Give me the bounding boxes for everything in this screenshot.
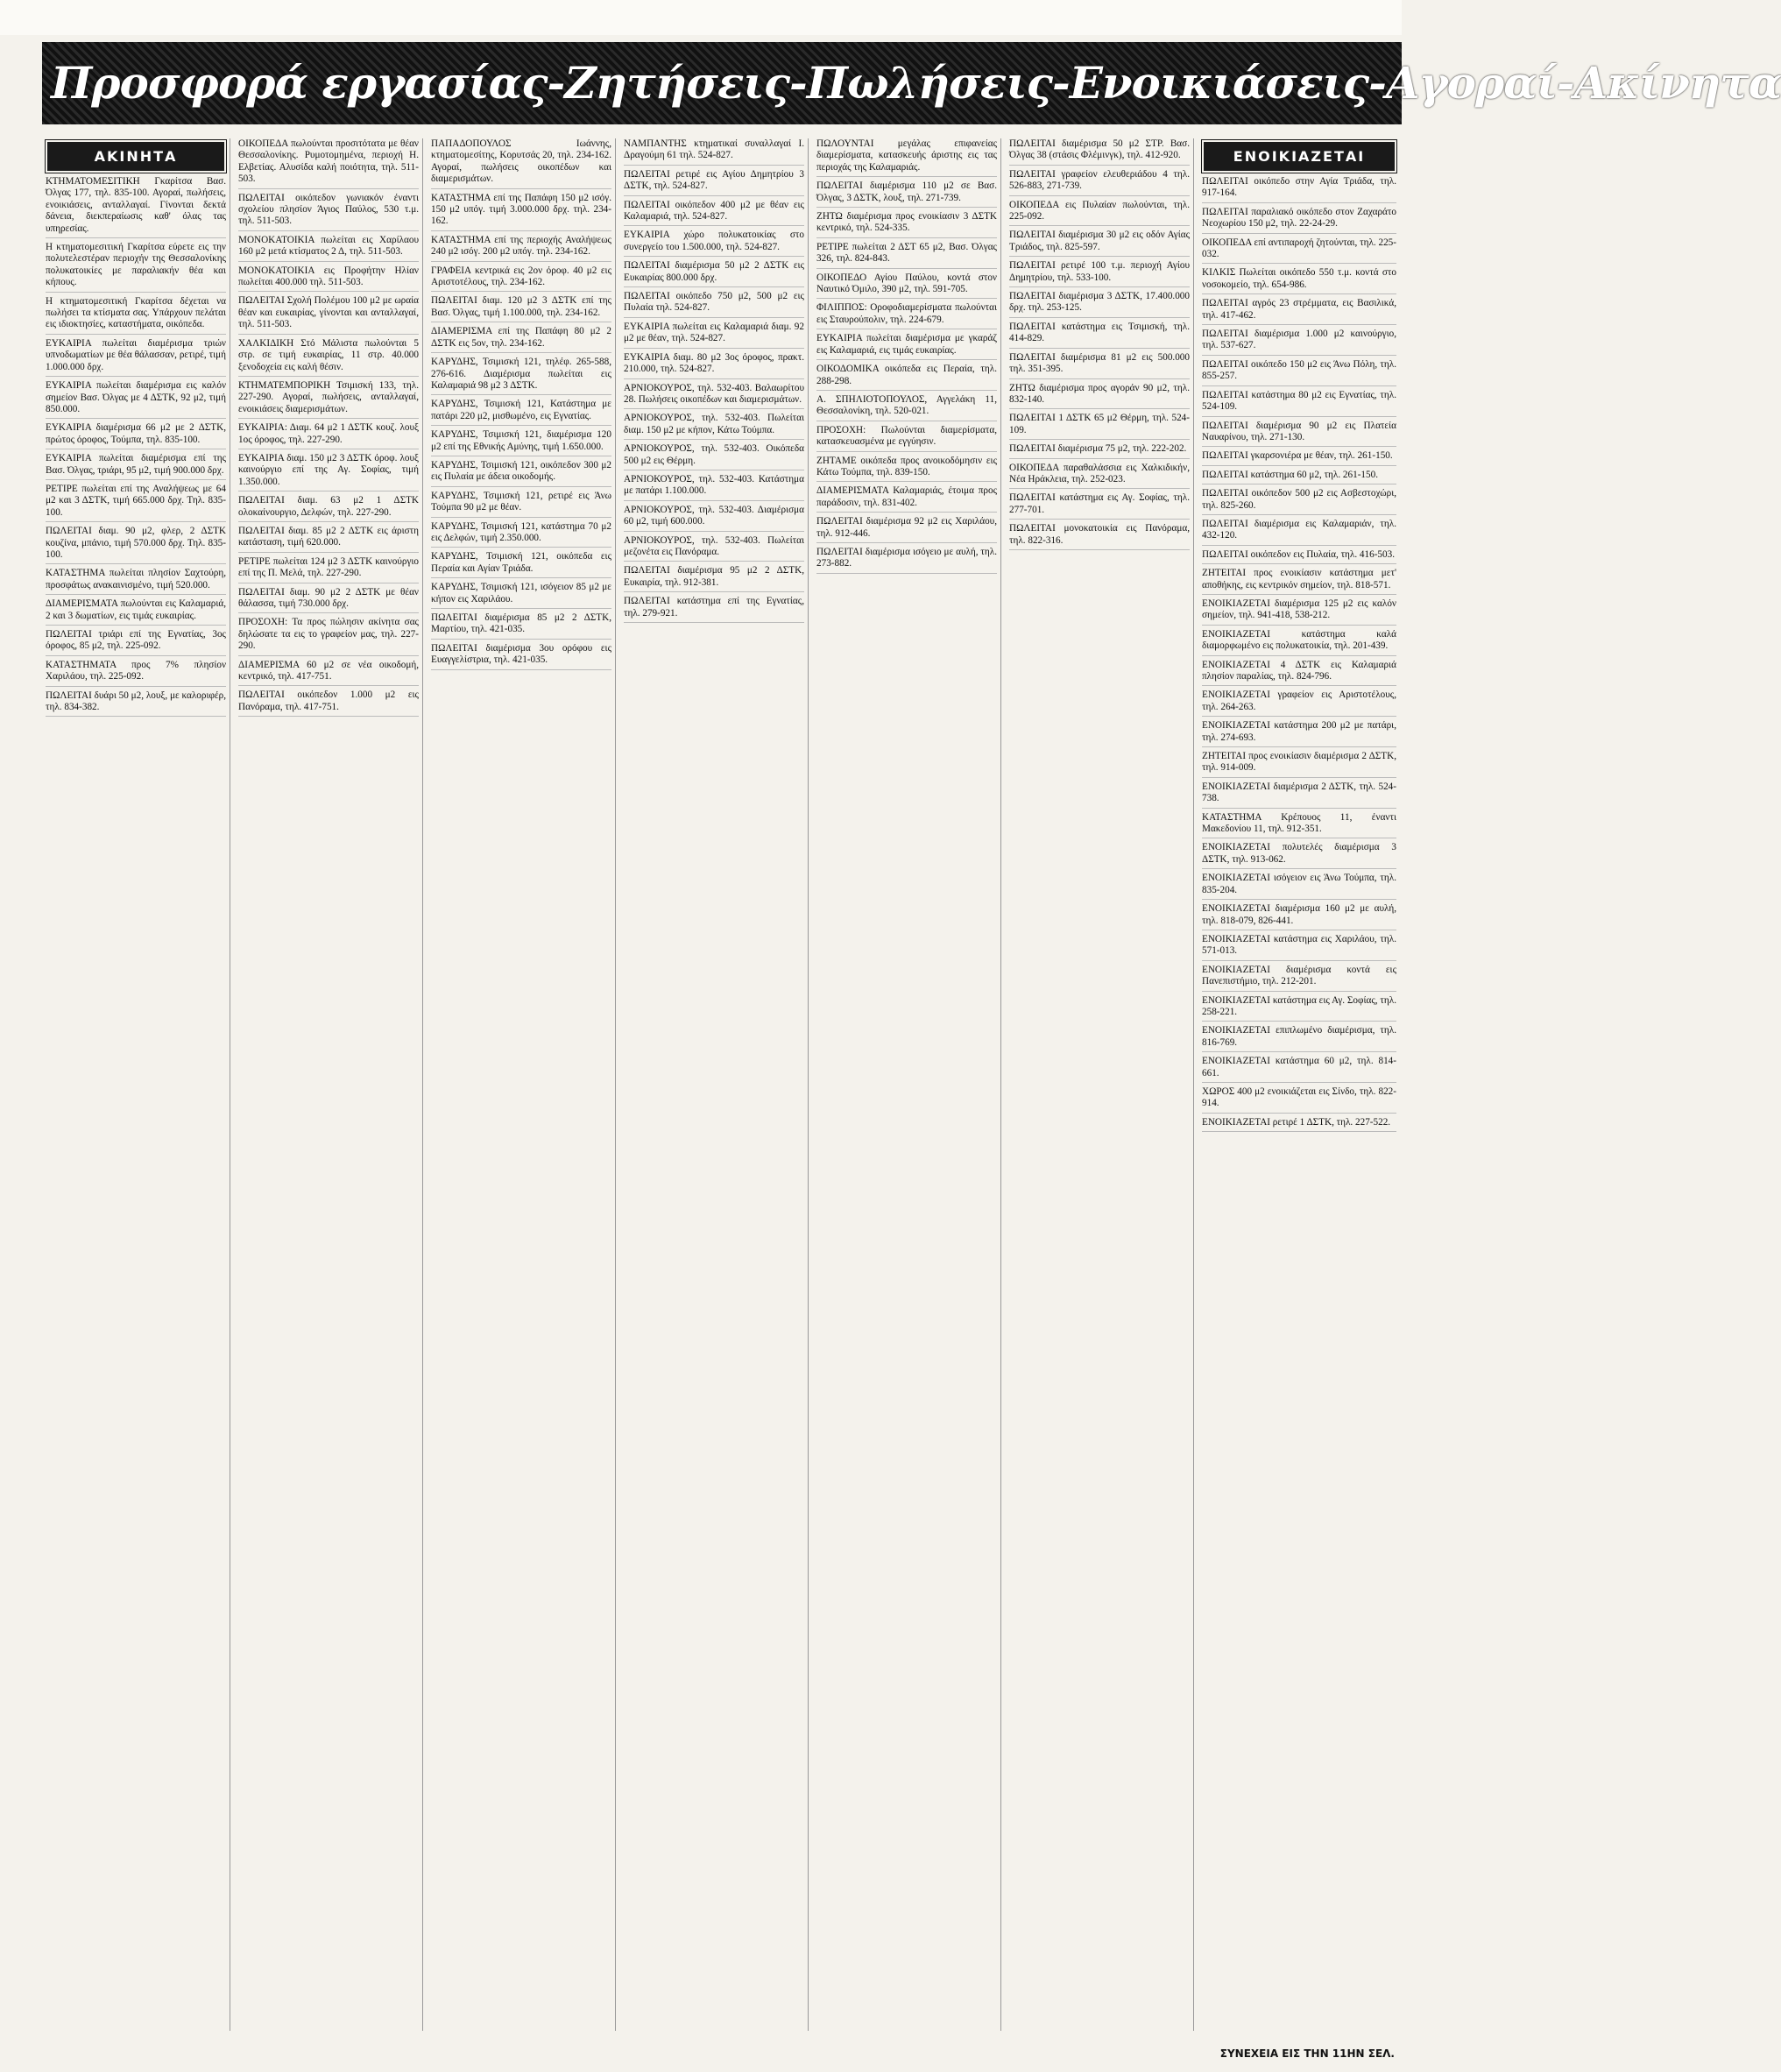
classified-ad: ΑΡΝΙΟΚΟΥΡΟΣ, τηλ. 532-403. Κατάστημα με πατάρι 1.100.000. (624, 474, 804, 501)
classified-ad: ΠΩΛΕΙΤΑΙ διαμέρισμα εις Καλαμαριάν, τηλ. 432-120. (1202, 519, 1396, 546)
classified-ad: ΠΡΟΣΟΧΗ: Τα προς πώλησιν ακίνητα σας δηλώσατε τα εις το γραφείον μας, τηλ. 227-290. (238, 617, 419, 655)
classified-ad: ΠΩΛΕΙΤΑΙ ρετιρέ 100 τ.μ. περιοχή Αγίου Δημητρίου, τηλ. 533-100. (1009, 260, 1190, 287)
classified-ad: ΠΩΛΕΙΤΑΙ διαμ. 120 μ2 3 ΔΣΤΚ επί της Βασ. Όλγας, τιμή 1.100.000, τηλ. 234-162. (431, 295, 611, 322)
classified-ad: ΠΩΛΕΙΤΑΙ διαμέρισμα 81 μ2 εις 500.000 τηλ. 351-395. (1009, 352, 1190, 379)
classified-ad: ΠΩΛΕΙΤΑΙ οικόπεδο στην Αγία Τριάδα, τηλ. 917-164. (1202, 176, 1396, 203)
rental-ad: ΧΩΡΟΣ 400 μ2 ενοικιάζεται εις Σίνδο, τηλ. 822-914. (1202, 1086, 1396, 1114)
classified-ad: ΠΩΛΟΥΝΤΑΙ μεγάλας επιφανείας διαμερίσματα, κατασκευής άριστης εις τας περιοχάς της Καλαμαριάς. (816, 138, 997, 177)
classified-ad: ΟΙΚΟΠΕΔΑ παραθαλάσσια εις Χαλκιδικήν, Νέα Ηράκλεια, τηλ. 252-023. (1009, 463, 1190, 490)
classified-ad: ΠΩΛΕΙΤΑΙ οικόπεδο 150 μ2 εις Άνω Πόλη, τηλ. 855-257. (1202, 359, 1396, 386)
classified-ad: ΠΩΛΕΙΤΑΙ διαμέρισμα 75 μ2, τηλ. 222-202. (1009, 443, 1190, 458)
classified-ad: ΑΡΝΙΟΚΟΥΡΟΣ, τηλ. 532-403. Πωλείται μεζονέτα εις Πανόραμα. (624, 535, 804, 562)
classified-ad: ΠΩΛΕΙΤΑΙ μονοκατοικία εις Πανόραμα, τηλ. 822-316. (1009, 523, 1190, 550)
classified-ad: ΚΑΤΑΣΤΗΜΑ επί της Παπάφη 150 μ2 ισόγ. 150 μ2 υπόγ. τιμή 3.000.000 δρχ. τηλ. 234-162. (431, 193, 611, 231)
classified-ad: ΔΙΑΜΕΡΙΣΜΑ επί της Παπάφη 80 μ2 2 ΔΣΤΚ εις 5ον, τηλ. 234-162. (431, 326, 611, 353)
rental-ad: ΕΝΟΙΚΙΑΖΕΤΑΙ κατάστημα 60 μ2, τηλ. 814-661. (1202, 1056, 1396, 1083)
classifieds-banner (42, 42, 1781, 124)
classified-ad: ΓΡΑΦΕΙΑ κεντρικά εις 2ον όροφ. 40 μ2 εις Αριστοτέλους, τηλ. 234-162. (431, 265, 611, 293)
classified-ad: ΠΩΛΕΙΤΑΙ Σχολή Πολέμου 100 μ2 με ωραία θέαν και ευκαιρίας, γίνονται και ανταλλαγαί, τηλ. 511-503. (238, 295, 419, 334)
classified-ad: ΚΑΡΥΔΗΣ, Τσιμισκή 121, τηλέφ. 265-588, 276-616. Διαμέρισμα πωλείται εις Καλαμαριά 98 μ2 3 ΔΣΤΚ. (431, 357, 611, 395)
classified-ad: ΕΥΚΑΙΡΙΑ: Διαμ. 64 μ2 1 ΔΣΤΚ κουζ. λουξ 1ος όροφος, τηλ. 227-290. (238, 422, 419, 449)
column-1 (42, 138, 230, 2031)
classified-ad: ΟΙΚΟΠΕΔΟ Αγίου Παύλου, κοντά στον Ναυτικό Όμιλο, 390 μ2, τηλ. 591-705. (816, 272, 997, 300)
classified-ad: ΠΩΛΕΙΤΑΙ οικόπεδον 1.000 μ2 εις Πανόραμα, τηλ. 417-751. (238, 689, 419, 717)
classified-ad: ΡΕΤΙΡΕ πωλείται 2 ΔΣΤ 65 μ2, Βασ. Όλγας 326, τηλ. 824-843. (816, 242, 997, 269)
classified-ad: Η κτηματομεσιτική Γκαρίτσα εύρετε εις την πολυτελεστέραν περιοχήν της Θεσσαλονίκης πολυκατοικίες με παραλιακήν θέα και κήπους. (46, 242, 226, 293)
rental-ad: ΕΝΟΙΚΙΑΖΕΤΑΙ κατάστημα εις Χαριλάου, τηλ. 571-013. (1202, 934, 1396, 961)
classified-ad: ΑΡΝΙΟΚΟΥΡΟΣ, τηλ. 532-403. Βαλαωρίτου 28. Πωλήσεις οικοπέδων και διαμερισμάτων. (624, 383, 804, 410)
classified-ad: ΟΙΚΟΔΟΜΙΚΑ οικόπεδα εις Περαία, τηλ. 288-298. (816, 364, 997, 391)
classified-ad: ΠΩΛΕΙΤΑΙ διαμέρισμα 95 μ2 2 ΔΣΤΚ, Ευκαιρία, τηλ. 912-381. (624, 565, 804, 592)
classified-ad: ΕΥΚΑΙΡΙΑ πωλείται εις Καλαμαριά διαμ. 92 μ2 με θέαν, τηλ. 524-827. (624, 322, 804, 349)
rental-ad: ΕΝΟΙΚΙΑΖΕΤΑΙ 4 ΔΣΤΚ εις Καλαμαριά πλησίον παραλίας, τηλ. 824-796. (1202, 660, 1396, 687)
classified-ad: ΜΟΝΟΚΑΤΟΙΚΙΑ εις Προφήτην Ηλίαν πωλείται 400.000 τηλ. 511-503. (238, 265, 419, 293)
classified-ad: ΠΩΛΕΙΤΑΙ παραλιακό οικόπεδο στον Ζαχαράτο Νεοχωρίου 150 μ2, τηλ. 22-24-29. (1202, 207, 1396, 234)
classified-ad: ΠΩΛΕΙΤΑΙ διαμ. 90 μ2, φλερ, 2 ΔΣΤΚ κουζίνα, μπάνιο, τιμή 570.000 δρχ. Τηλ. 835-100. (46, 526, 226, 564)
rental-ad: ΕΝΟΙΚΙΑΖΕΤΑΙ πολυτελές διαμέρισμα 3 ΔΣΤΚ, τηλ. 913-062. (1202, 842, 1396, 869)
classified-ad: ΜΟΝΟΚΑΤΟΙΚΙΑ πωλείται εις Χαρίλαου 160 μ2 μετά κτίσματος 2 Δ, τηλ. 511-503. (238, 235, 419, 262)
classified-ad: ΠΩΛΕΙΤΑΙ κατάστημα εις Τσιμισκή, τηλ. 414-829. (1009, 322, 1190, 349)
classified-ad: ΠΩΛΕΙΤΑΙ διαμέρισμα 3ου ορόφου εις Ευαγγελίστρια, τηλ. 421-035. (431, 643, 611, 670)
classified-ad: ΑΡΝΙΟΚΟΥΡΟΣ, τηλ. 532-403. Πωλείται διαμ. 150 μ2 με κήπον, Κάτω Τούμπα. (624, 413, 804, 440)
classified-ad: ΕΥΚΑΙΡΙΑ πωλείται διαμέρισμα εις καλόν σημείον Βασ. Όλγας με 4 ΔΣΤΚ, 92 μ2, τιμή 850.000. (46, 380, 226, 419)
rental-ad: ΖΗΤΕΙΤΑΙ προς ενοικίασιν κατάστημα μετ' αποθήκης, εις κεντρικόν σημείον, τηλ. 818-571. (1202, 568, 1396, 595)
column-6 (1006, 138, 1194, 2031)
column-7 (1198, 138, 1400, 2031)
rental-ad: ΕΝΟΙΚΙΑΖΕΤΑΙ κατάστημα εις Αγ. Σοφίας, τηλ. 258-221. (1202, 995, 1396, 1022)
classified-ad: ΚΑΤΑΣΤΗΜΑ πωλείται πλησίον Σαχτούρη, προσφάτως ανακαινισμένο, τιμή 520.000. (46, 568, 226, 595)
classified-ad: ΠΩΛΕΙΤΑΙ διαμέρισμα 92 μ2 εις Χαριλάου, τηλ. 912-446. (816, 516, 997, 543)
classified-ad: ΕΥΚΑΙΡΙΑ χώρο πολυκατοικίας στο συνεργείο του 1.500.000, τηλ. 524-827. (624, 230, 804, 257)
classified-ad: ΠΑΠΑΔΟΠΟΥΛΟΣ Ιωάννης, κτηματομεσίτης, Κορυτσάς 20, τηλ. 234-162. Αγοραί, πωλήσεις οικοπέδων και διαμερισμάτων. (431, 138, 611, 189)
classified-ad: ΚΑΤΑΣΤΗΜΑ επί της περιοχής Αναλήψεως 240 μ2 ισόγ. 200 μ2 υπόγ. τηλ. 234-162. (431, 235, 611, 262)
classified-ad: ΚΑΤΑΣΤΗΜΑΤΑ προς 7% πλησίον Χαριλάου, τηλ. 225-092. (46, 660, 226, 687)
classified-ad: ΠΩΛΕΙΤΑΙ διαμέρισμα ισόγειο με αυλή, τηλ. 273-882. (816, 547, 997, 574)
classified-ad: ΠΡΟΣΟΧΗ: Πωλούνται διαμερίσματα, κατασκευασμένα με εγγύησιν. (816, 425, 997, 452)
classified-ad: ΠΩΛΕΙΤΑΙ δυάρι 50 μ2, λουξ, με καλοριφέρ, τηλ. 834-382. (46, 690, 226, 718)
classified-ad: ΕΥΚΑΙΡΙΑ πωλείται διαμέρισμα με γκαράζ εις Καλαμαριά, εις τιμάς ευκαιρίας. (816, 333, 997, 360)
section-header-akinita: ΑΚΙΝΗΤΑ (47, 142, 224, 171)
classified-ad: ΡΕΤΙΡΕ πωλείται 124 μ2 3 ΔΣΤΚ καινούργιο επί της Π. Μελά, τηλ. 227-290. (238, 556, 419, 583)
rental-ad: ΖΗΤΕΙΤΑΙ προς ενοικίασιν διαμέρισμα 2 ΔΣΤΚ, τηλ. 914-009. (1202, 751, 1396, 778)
rental-ad: ΕΝΟΙΚΙΑΖΕΤΑΙ διαμέρισμα 160 μ2 με αυλή, τηλ. 818-079, 826-441. (1202, 903, 1396, 930)
classified-ad: ΖΗΤΩ διαμέρισμα προς αγοράν 90 μ2, τηλ. 832-140. (1009, 383, 1190, 410)
rental-ad: ΕΝΟΙΚΙΑΖΕΤΑΙ ρετιρέ 1 ΔΣΤΚ, τηλ. 227-522. (1202, 1117, 1396, 1132)
classified-ad: ΠΩΛΕΙΤΑΙ κατάστημα εις Αγ. Σοφίας, τηλ. 277-701. (1009, 492, 1190, 520)
classified-ad: ΠΩΛΕΙΤΑΙ γραφείον ελευθεριάδου 4 τηλ. 526-883, 271-739. (1009, 169, 1190, 196)
rental-ad: ΕΝΟΙΚΙΑΖΕΤΑΙ γραφείον εις Αριστοτέλους, τηλ. 264-263. (1202, 689, 1396, 717)
rental-ad: ΕΝΟΙΚΙΑΖΕΤΑΙ διαμέρισμα 2 ΔΣΤΚ, τηλ. 524-738. (1202, 781, 1396, 809)
classified-ad: ΕΥΚΑΙΡΙΑ διαμέρισμα 66 μ2 με 2 ΔΣΤΚ, πρώτος όροφος, Τούμπα, τηλ. 835-100. (46, 422, 226, 449)
classified-ad: ΖΗΤΩ διαμέρισμα προς ενοικίασιν 3 ΔΣΤΚ κεντρικό, τηλ. 524-335. (816, 211, 997, 238)
classified-ad: Α. ΣΠΗΛΙΟΤΟΠΟΥΛΟΣ, Αγγελάκη 11, Θεσσαλονίκη, τηλ. 520-021. (816, 394, 997, 421)
classified-ad: ΚΤΗΜΑΤΕΜΠΟΡΙΚΗ Τσιμισκή 133, τηλ. 227-290. Αγοραί, πωλήσεις, ανταλλαγαί, ενοικιάσεις διαμερισμάτων. (238, 380, 419, 419)
rental-ad: ΕΝΟΙΚΙΑΖΕΤΑΙ κατάστημα καλά διαμορφωμένο εις πολυκατοικία, τηλ. 201-439. (1202, 629, 1396, 656)
classified-ad: ΕΥΚΑΙΡΙΑ διαμ. 150 μ2 3 ΔΣΤΚ όροφ. λουξ καινούργιο επί της Αγ. Σοφίας, τιμή 1.350.000. (238, 453, 419, 491)
classified-ad: ΠΩΛΕΙΤΑΙ διαμ. 90 μ2 2 ΔΣΤΚ με θέαν θάλασσα, τιμή 730.000 δρχ. (238, 587, 419, 614)
rental-ad: ΚΑΤΑΣΤΗΜΑ Κρέπουος 11, έναντι Μακεδονίου 11, τηλ. 912-351. (1202, 812, 1396, 839)
classified-ad: ΦΙΛΙΠΠΟΣ: Οροφοδιαμερίσματα πωλούνται εις Σταυρούπολιν, τηλ. 224-679. (816, 302, 997, 329)
classified-ad: ΠΩΛΕΙΤΑΙ κατάστημα επί της Εγνατίας, τηλ. 279-921. (624, 596, 804, 623)
classified-ad: ΠΩΛΕΙΤΑΙ διαμέρισμα 85 μ2 2 ΔΣΤΚ, Μαρτίου, τηλ. 421-035. (431, 612, 611, 640)
classified-ad: ΠΩΛΕΙΤΑΙ διαμέρισμα 30 μ2 εις οδόν Αγίας Τριάδος, τηλ. 825-597. (1009, 230, 1190, 257)
column-2 (235, 138, 423, 2031)
classified-ad: ΕΥΚΑΙΡΙΑ πωλείται διαμέρισμα τριών υπνοδωματίων με θέα θάλασσαν, ρετιρέ, τιμή 1.000.000 δρχ. (46, 338, 226, 377)
rental-ad: ΕΝΟΙΚΙΑΖΕΤΑΙ κατάστημα 200 μ2 με πατάρι, τηλ. 274-693. (1202, 720, 1396, 747)
classified-ad: ΚΑΡΥΔΗΣ, Τσιμισκή 121, οικόπεδον 300 μ2 εις Πυλαία με άδεια οικοδομής. (431, 460, 611, 487)
classified-ad: ΠΩΛΕΙΤΑΙ οικόπεδο 750 μ2, 500 μ2 εις Πυλαία τηλ. 524-827. (624, 291, 804, 318)
banner-title: Προσφορά εργασίας-Ζητήσεις-Πωλήσεις-Ενοικιάσεις-Αγοραί-Ακίνητα (51, 57, 1781, 109)
classified-ad: ΠΩΛΕΙΤΑΙ κατάστημα 60 μ2, τηλ. 261-150. (1202, 470, 1396, 484)
classified-ad: ΑΡΝΙΟΚΟΥΡΟΣ, τηλ. 532-403. Οικόπεδα 500 μ2 εις Θέρμη. (624, 443, 804, 470)
classified-ad: ΠΩΛΕΙΤΑΙ γκαρσονιέρα με θέαν, τηλ. 261-150. (1202, 450, 1396, 465)
classified-ad: ΟΙΚΟΠΕΔΑ εις Πυλαίαν πωλούνται, τηλ. 225-092. (1009, 200, 1190, 227)
top-margin (0, 0, 1402, 35)
classified-ad: ΟΙΚΟΠΕΔΑ πωλούνται προσιτότατα με θέαν Θεσσαλονίκης. Ρυμοτομημένα, περιοχή Η. Ελβετίας. Αλυσίδα καλή ποιότητα, τηλ. 511-503. (238, 138, 419, 189)
classified-ad: ΕΥΚΑΙΡΙΑ διαμ. 80 μ2 3ος όροφος, πρακτ. 210.000, τηλ. 524-827. (624, 352, 804, 379)
classified-ad: ΚΙΛΚΙΣ Πωλείται οικόπεδο 550 τ.μ. κοντά στο νοσοκομείο, τηλ. 654-986. (1202, 267, 1396, 294)
classified-ad: ΧΑΛΚΙΔΙΚΗ Στό Μάλιστα πωλούνται 5 στρ. σε τιμή ευκαιρίας, 11 στρ. 40.000 ξενοδοχεία εις καλή θέσιν. (238, 338, 419, 377)
classified-ad: Η κτηματομεσιτική Γκαρίτσα δέχεται να πωλήσει τα κτίσματα σας. Υπάρχουν πελάται εις ιδιοκτησίες, καταστήματα, οικόπεδα. (46, 296, 226, 335)
classified-ad: ΠΩΛΕΙΤΑΙ διαμέρισμα 50 μ2 ΣΤΡ. Βασ. Όλγας 38 (στάσις Φλέμινγκ), τηλ. 412-920. (1009, 138, 1190, 166)
classified-ad: ΡΕΤΙΡΕ πωλείται επί της Αναλήψεως με 64 μ2 και 3 ΔΣΤΚ, τιμή 665.000 δρχ. Τηλ. 835-100. (46, 484, 226, 522)
classified-ad: ΠΩΛΕΙΤΑΙ οικόπεδον εις Πυλαία, τηλ. 416-503. (1202, 549, 1396, 564)
classified-ad: ΚΤΗΜΑΤΟΜΕΣΙΤΙΚΗ Γκαρίτσα Βασ. Όλγας 177, τηλ. 835-100. Αγοραί, πωλήσεις, ενοικιάσεις, ανταλλαγαί. Γίνονται δεκτά δάνεια, διεκπεραίωσις καθ' όλας τας υπηρεσίας. (46, 176, 226, 238)
column-4 (620, 138, 809, 2031)
classified-ad: ΔΙΑΜΕΡΙΣΜΑΤΑ πωλούνται εις Καλαμαριά, 2 και 3 δωματίων, εις τιμάς ευκαιρίας. (46, 598, 226, 626)
classified-ad: ΔΙΑΜΕΡΙΣΜΑΤΑ Καλαμαριάς, έτοιμα προς παράδοσιν, τηλ. 831-402. (816, 485, 997, 513)
classified-ad: ΑΡΝΙΟΚΟΥΡΟΣ, τηλ. 532-403. Διαμέρισμα 60 μ2, τιμή 600.000. (624, 505, 804, 532)
classified-ad: ΠΩΛΕΙΤΑΙ τριάρι επί της Εγνατίας, 3ος όροφος, 85 μ2, τηλ. 225-092. (46, 629, 226, 656)
column-5 (813, 138, 1001, 2031)
classified-ad: ΠΩΛΕΙΤΑΙ αγρός 23 στρέμματα, εις Βασιλικά, τηλ. 417-462. (1202, 298, 1396, 325)
classified-ad: ΚΑΡΥΔΗΣ, Τσιμισκή 121, Κατάστημα με πατάρι 220 μ2, μισθωμένο, εις Εγνατίας. (431, 399, 611, 426)
rental-ad: ΕΝΟΙΚΙΑΖΕΤΑΙ επιπλωμένο διαμέρισμα, τηλ. 816-769. (1202, 1025, 1396, 1052)
classified-ad: ΠΩΛΕΙΤΑΙ κατάστημα 80 μ2 εις Εγνατίας, τηλ. 524-109. (1202, 390, 1396, 417)
rental-ad: ΕΝΟΙΚΙΑΖΕΤΑΙ διαμέρισμα κοντά εις Πανεπιστήμιο, τηλ. 212-201. (1202, 965, 1396, 992)
classified-ad: ΚΑΡΥΔΗΣ, Τσιμισκή 121, ρετιρέ εις Άνω Τούμπα 90 μ2 με θέαν. (431, 491, 611, 518)
rental-ad: ΕΝΟΙΚΙΑΖΕΤΑΙ ισόγειον εις Άνω Τούμπα, τηλ. 835-204. (1202, 873, 1396, 900)
rental-ad: ΕΝΟΙΚΙΑΖΕΤΑΙ διαμέρισμα 125 μ2 εις καλόν σημείον, τηλ. 941-418, 538-212. (1202, 598, 1396, 626)
classified-ad: ΠΩΛΕΙΤΑΙ διαμέρισμα 3 ΔΣΤΚ, 17.400.000 δρχ. τηλ. 253-125. (1009, 291, 1190, 318)
classified-ad: ΠΩΛΕΙΤΑΙ οικόπεδον 400 μ2 με θέαν εις Καλαμαριά, τηλ. 524-827. (624, 200, 804, 227)
continuation-note: ΣΥΝΕΧΕΙΑ ΕΙΣ ΤΗΝ 11ΗΝ ΣΕΛ. (1219, 2047, 1395, 2060)
section-header-enoikiazetai: ΕΝΟΙΚΙΑΖΕΤΑΙ (1204, 142, 1395, 171)
classified-ad: ΠΩΛΕΙΤΑΙ διαμ. 85 μ2 2 ΔΣΤΚ εις άριστη κατάσταση, τιμή 620.000. (238, 526, 419, 553)
classified-ad: ΠΩΛΕΙΤΑΙ 1 ΔΣΤΚ 65 μ2 Θέρμη, τηλ. 524-109. (1009, 413, 1190, 440)
classified-ad: ΠΩΛΕΙΤΑΙ οικόπεδον 500 μ2 εις Ασβεστοχώρι, τηλ. 825-260. (1202, 488, 1396, 515)
classified-ad: ΠΩΛΕΙΤΑΙ διαμέρισμα 50 μ2 2 ΔΣΤΚ εις Ευκαιρίας 800.000 δρχ. (624, 260, 804, 287)
classified-ad: ΕΥΚΑΙΡΙΑ πωλείται διαμέρισμα επί της Βασ. Όλγας, τριάρι, 95 μ2, τιμή 900.000 δρχ. (46, 453, 226, 480)
classified-ad: ΠΩΛΕΙΤΑΙ διαμ. 63 μ2 1 ΔΣΤΚ ολοκαίνουργιο, Δελφών, τηλ. 227-290. (238, 495, 419, 522)
classified-ad: ΟΙΚΟΠΕΔΑ επί αντιπαροχή ζητούνται, τηλ. 225-032. (1202, 237, 1396, 265)
classified-ad: ΠΩΛΕΙΤΑΙ διαμέρισμα 90 μ2 εις Πλατεία Ναυαρίνου, τηλ. 271-130. (1202, 421, 1396, 448)
column-3 (428, 138, 616, 2031)
classified-ad: ΚΑΡΥΔΗΣ, Τσιμισκή 121, ισόγειον 85 μ2 με κήπον εις Χαριλάου. (431, 582, 611, 609)
classified-columns (42, 138, 1402, 2031)
classified-ad: ΠΩΛΕΙΤΑΙ ρετιρέ εις Αγίου Δημητρίου 3 ΔΣΤΚ, τηλ. 524-827. (624, 169, 804, 196)
classified-ad: ΚΑΡΥΔΗΣ, Τσιμισκή 121, κατάστημα 70 μ2 εις Δελφών, τιμή 2.350.000. (431, 521, 611, 548)
classified-ad: ΠΩΛΕΙΤΑΙ διαμέρισμα 110 μ2 σε Βασ. Όλγας, 3 ΔΣΤΚ, λουξ, τηλ. 271-739. (816, 180, 997, 208)
classified-ad: ΝΑΜΠΑΝΤΗΣ κτηματικαί συναλλαγαί Ι. Δραγούμη 61 τηλ. 524-827. (624, 138, 804, 166)
classified-ad: ΚΑΡΥΔΗΣ, Τσιμισκή 121, διαμέρισμα 120 μ2 επί της Εθνικής Αμύνης, τιμή 1.650.000. (431, 429, 611, 456)
classified-ad: ΚΑΡΥΔΗΣ, Τσιμισκή 121, οικόπεδα εις Περαία και Αγίαν Τριάδα. (431, 551, 611, 578)
classified-ad: ΔΙΑΜΕΡΙΣΜΑ 60 μ2 σε νέα οικοδομή, κεντρικό, τηλ. 417-751. (238, 660, 419, 687)
classified-ad: ΠΩΛΕΙΤΑΙ οικόπεδον γωνιακόν έναντι σχολείου πλησίον Άγιος Παύλος, 530 τ.μ. τηλ. 511-503. (238, 193, 419, 231)
classified-ad: ΠΩΛΕΙΤΑΙ διαμέρισμα 1.000 μ2 καινούργιο, τηλ. 537-627. (1202, 329, 1396, 356)
classified-ad: ΖΗΤΑΜΕ οικόπεδα προς ανοικοδόμησιν εις Κάτω Τούμπα, τηλ. 839-150. (816, 456, 997, 483)
